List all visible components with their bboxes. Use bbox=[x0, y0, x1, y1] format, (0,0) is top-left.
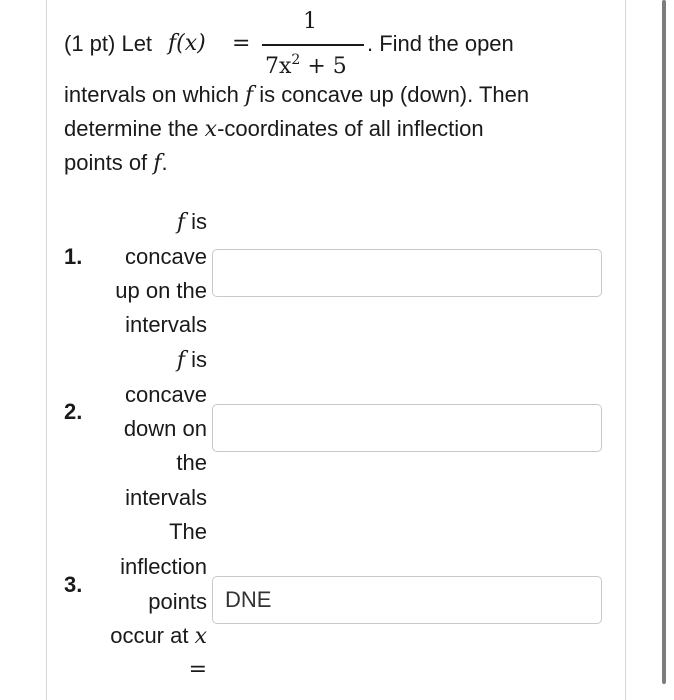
statement-line-4: points of f. bbox=[64, 150, 168, 176]
equals-sign: = bbox=[232, 31, 251, 56]
part-3-label-line-5: = bbox=[188, 657, 207, 682]
part-3-label-line-4: occur at x bbox=[110, 623, 207, 649]
intro-suffix: . Find the open bbox=[367, 31, 514, 56]
part-1-number: 1. bbox=[64, 244, 83, 269]
part-2-label-line-5: intervals bbox=[125, 485, 207, 510]
concave-down-intervals-input[interactable] bbox=[212, 404, 602, 452]
part-2-label-line-2: concave bbox=[125, 382, 207, 407]
part-3-label-line-1: The bbox=[169, 519, 207, 544]
intro-prefix: (1 pt) Let bbox=[64, 31, 153, 56]
page-scrollbar[interactable] bbox=[662, 0, 666, 684]
statement-line-3: determine the x-coordinates of all inflection bbox=[64, 116, 484, 142]
statement-line-2: intervals on which f is concave up (down). Then bbox=[64, 82, 530, 108]
concave-up-intervals-input[interactable] bbox=[212, 249, 602, 297]
part-1-label-line-1: f is bbox=[176, 209, 207, 235]
fraction-denominator: $7x^2 + 5$ bbox=[265, 52, 347, 79]
part-1-label-line-3: up on the bbox=[115, 278, 207, 303]
part-3-number: 3. bbox=[64, 572, 83, 597]
part-2-label-line-4: the bbox=[176, 450, 207, 475]
part-3-label-line-2: inflection bbox=[120, 554, 207, 579]
part-3-label-line-3: points bbox=[148, 589, 207, 614]
part-1-label-line-2: concave bbox=[125, 244, 207, 269]
inflection-points-input[interactable] bbox=[212, 576, 602, 624]
fraction-bar bbox=[262, 44, 364, 46]
fraction-numerator: 1 bbox=[303, 9, 317, 34]
function-name: f(x) bbox=[168, 31, 206, 56]
part-1-label-line-4: intervals bbox=[125, 312, 207, 337]
part-2-label-line-1: f is bbox=[176, 347, 207, 373]
part-2-number: 2. bbox=[64, 399, 83, 424]
part-2-label-line-3: down on bbox=[123, 416, 207, 441]
